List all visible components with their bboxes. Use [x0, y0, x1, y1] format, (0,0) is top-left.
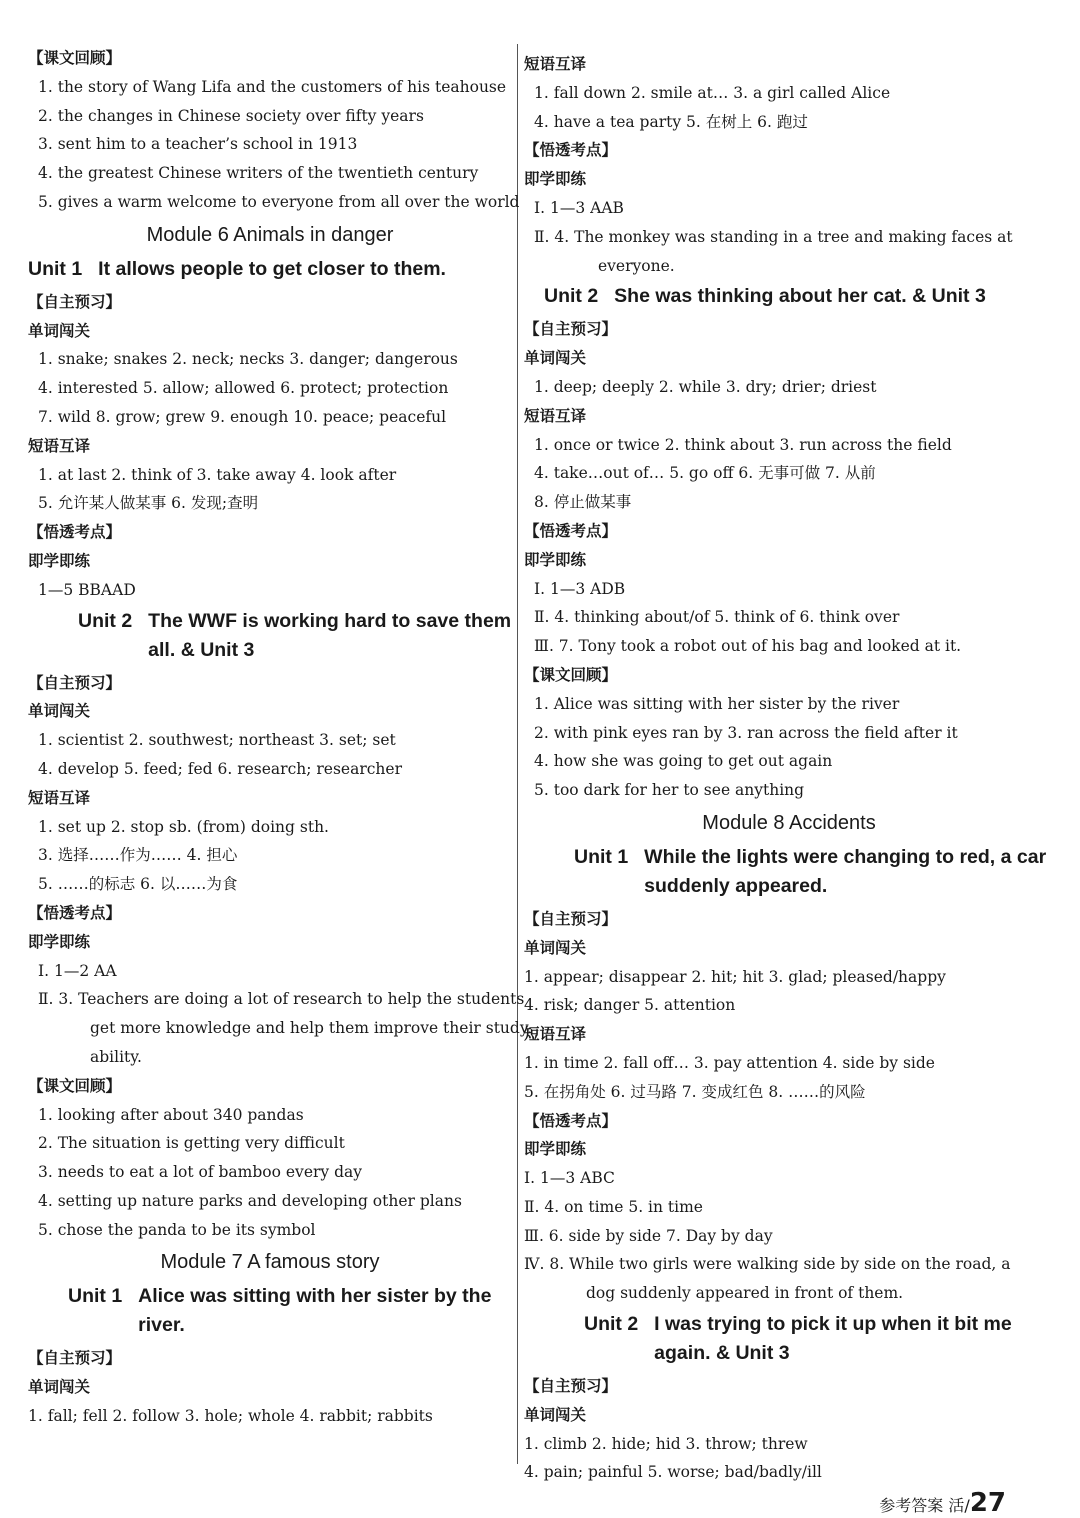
subsection-heading: 短语互译: [524, 55, 587, 73]
subsection-heading: 短语互译: [524, 1025, 587, 1044]
answer-line: 3. needs to eat a lot of bamboo every day: [38, 1163, 363, 1182]
section-heading: 【自主预习】: [524, 320, 618, 339]
column-divider: [517, 44, 518, 1464]
answer-line: 5. 允许某人做某事 6. 发现;查明: [38, 494, 259, 513]
section-heading: 【悟透考点】: [28, 523, 122, 542]
footer-subject: 活/: [948, 1496, 970, 1515]
answer-line: Ⅲ. 7. Tony took a robot out of his bag and looked at it.: [534, 637, 962, 656]
answer-line: ability.: [90, 1047, 142, 1066]
subsection-heading: 单词闯关: [28, 702, 91, 721]
answer-line: 5. chose the panda to be its symbol: [38, 1220, 316, 1239]
subsection-heading: 短语互译: [524, 406, 587, 425]
subsection-heading: 单词闯关: [524, 1405, 587, 1424]
answer-line: Ⅰ. 1—3 ADB: [534, 579, 626, 598]
subsection-heading: 单词闯关: [28, 321, 91, 340]
answer-line: 5. ……的标志 6. 以……为食: [38, 875, 238, 894]
answer-line: 2. The situation is getting very difficult: [38, 1134, 345, 1153]
left-column: [28, 44, 529, 1431]
section-heading: 【自主预习】: [28, 1349, 122, 1368]
page-number: 27: [969, 1488, 1006, 1518]
answer-line: 7. wild 8. grow; grew 9. enough 10. peace; peaceful: [38, 407, 447, 426]
unit-heading: [28, 1280, 512, 1344]
answer-line: 4. the greatest Chinese writers of the twentieth century: [38, 164, 479, 183]
section-heading: 【自主预习】: [28, 292, 122, 311]
section-heading: 【悟透考点】: [524, 521, 618, 540]
answer-line: 1. looking after about 340 pandas: [38, 1105, 304, 1124]
subsection-heading: 短语互译: [28, 436, 91, 455]
answer-line: 4. risk; danger 5. attention: [524, 996, 736, 1015]
answer-line: 5. gives a warm welcome to everyone from all over the world: [38, 192, 520, 211]
unit-heading: [28, 253, 512, 288]
unit-heading: [524, 1308, 1054, 1372]
page-footer: [879, 1488, 1006, 1518]
unit-label: Unit 1: [574, 845, 629, 868]
answer-line: 1. snake; snakes 2. neck; necks 3. danger; dangerous: [38, 350, 458, 369]
answer-line: 1. the story of Wang Lifa and the customers of his teahouse: [38, 77, 507, 96]
answer-line: Ⅰ. 1—3 AAB: [534, 198, 624, 217]
unit-title: The WWF is working hard to save them all. & Unit 3: [148, 609, 512, 661]
answer-line: 1. set up 2. stop sb. (from) doing sth.: [38, 817, 329, 836]
answer-line: 4. how she was going to get out again: [534, 752, 833, 771]
unit-label: Unit 1: [28, 257, 83, 280]
subsection-heading: 短语互译: [28, 788, 91, 807]
answer-line: 2. the changes in Chinese society over fifty years: [38, 106, 424, 125]
module-title: Module 6 Animals in danger: [146, 223, 394, 246]
right-column: [524, 50, 1054, 1487]
section-heading: 【悟透考点】: [524, 1111, 618, 1130]
unit-title: Alice was sitting with her sister by the river.: [138, 1285, 492, 1337]
answer-line: Ⅲ. 6. side by side 7. Day by day: [524, 1226, 773, 1245]
section-heading: 【课文回顾】: [28, 1076, 122, 1095]
answer-line: 4. setting up nature parks and developing other plans: [38, 1191, 462, 1210]
answer-line: get more knowledge and help them improve their study: [90, 1019, 529, 1038]
unit-heading: [524, 280, 1054, 315]
section-heading: 【自主预习】: [28, 673, 122, 692]
answer-line: 1. appear; disappear 2. hit; hit 3. glad; pleased/happy: [524, 967, 946, 986]
section-heading: 【自主预习】: [524, 1377, 618, 1396]
answer-line: 2. with pink eyes ran by 3. ran across the field after it: [534, 723, 958, 742]
subsection-heading: 即学即练: [524, 170, 587, 189]
subsection-heading: 即学即练: [28, 551, 91, 570]
answer-line: 4. take…out of… 5. go off 6. 无事可做 7. 从前: [534, 464, 876, 483]
module-title: Module 8 Accidents: [702, 811, 876, 834]
unit-label: Unit 1: [68, 1285, 123, 1308]
unit-title: She was thinking about her cat. & Unit 3: [614, 285, 986, 308]
answer-line: 8. 停止做某事: [534, 493, 632, 512]
answer-line: 1. deep; deeply 2. while 3. dry; drier; driest: [534, 377, 877, 396]
answer-line: 1. fall; fell 2. follow 3. hole; whole 4. rabbit; rabbits: [28, 1407, 433, 1426]
unit-title: While the lights were changing to red, a car suddenly appeared.: [644, 845, 1047, 897]
answer-line: 1. in time 2. fall off… 3. pay attention 4. side by side: [524, 1053, 935, 1072]
answer-line: 5. 在拐角处 6. 过马路 7. 变成红色 8. ……的风险: [524, 1082, 866, 1101]
subsection-heading: 单词闯关: [524, 349, 587, 368]
section-heading: 【自主预习】: [524, 909, 618, 928]
section-heading: 【课文回顾】: [524, 665, 618, 684]
subsection-heading: 单词闯关: [524, 938, 587, 957]
subsection-heading: 即学即练: [28, 932, 91, 951]
answer-line: 3. 选择……作为…… 4. 担心: [38, 846, 238, 865]
answer-line: Ⅰ. 1—3 ABC: [524, 1169, 615, 1188]
answer-line: Ⅱ. 3. Teachers are doing a lot of research to help the students: [38, 990, 525, 1009]
answer-line: Ⅱ. 4. The monkey was standing in a tree and making faces at: [534, 227, 1013, 246]
answer-line: Ⅰ. 1—2 AA: [38, 961, 117, 980]
section-heading: 【悟透考点】: [524, 141, 618, 160]
answer-line: 4. have a tea party 5. 在树上 6. 跑过: [534, 112, 808, 131]
answer-line: 1. at last 2. think of 3. take away 4. look after: [38, 465, 397, 484]
answer-line: 4. interested 5. allow; allowed 6. protect; protection: [38, 379, 449, 398]
answer-line: dog suddenly appeared in front of them.: [586, 1284, 904, 1303]
unit-label: Unit 2: [78, 609, 133, 632]
answer-line: Ⅱ. 4. thinking about/of 5. think of 6. think over: [534, 608, 900, 627]
module-title: Module 7 A famous story: [160, 1251, 380, 1274]
subsection-heading: 单词闯关: [28, 1378, 91, 1397]
unit-heading: [524, 841, 1054, 905]
footer-label: 参考答案: [879, 1496, 944, 1515]
answer-line: 3. sent him to a teacher’s school in 1913: [38, 135, 358, 154]
answer-line: 1. scientist 2. southwest; northeast 3. set; set: [38, 731, 396, 750]
answer-line: 1. climb 2. hide; hid 3. throw; threw: [524, 1434, 808, 1453]
answer-line: 1—5 BBAAD: [38, 580, 136, 599]
answer-line: 1. once or twice 2. think about 3. run across the field: [534, 435, 952, 454]
answer-line: Ⅳ. 8. While two girls were walking side by side on the road, a: [524, 1255, 1011, 1274]
answer-line: 1. fall down 2. smile at… 3. a girl called Alice: [534, 83, 891, 102]
unit-heading: [28, 605, 512, 669]
section-heading: 【悟透考点】: [28, 903, 122, 922]
unit-label: Unit 2: [544, 285, 599, 308]
answer-line: 4. develop 5. feed; fed 6. research; researcher: [38, 759, 403, 778]
answer-line: everyone.: [598, 256, 675, 275]
subsection-heading: 即学即练: [524, 550, 587, 569]
unit-title: It allows people to get closer to them.: [98, 257, 446, 280]
subsection-heading: 即学即练: [524, 1140, 587, 1159]
answer-line: Ⅱ. 4. on time 5. in time: [524, 1197, 703, 1216]
section-heading: 【课文回顾】: [28, 49, 122, 67]
answer-line: 1. Alice was sitting with her sister by the river: [534, 694, 900, 713]
unit-label: Unit 2: [584, 1313, 639, 1336]
unit-title: I was trying to pick it up when it bit me again. & Unit 3: [654, 1313, 1012, 1365]
answer-line: 5. too dark for her to see anything: [534, 781, 805, 800]
answer-line: 4. pain; painful 5. worse; bad/badly/ill: [524, 1463, 822, 1482]
